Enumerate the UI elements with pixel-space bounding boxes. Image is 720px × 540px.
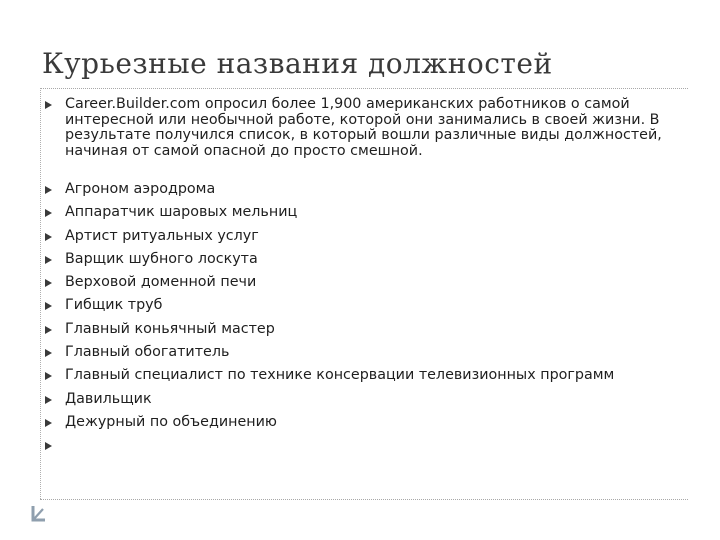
list-item-text: Главный специалист по технике консервации телевизионных программ (65, 367, 615, 384)
triangle-bullet-icon (45, 349, 52, 357)
list-item-text: Главный коньячный мастер (65, 320, 275, 337)
triangle-bullet-icon (45, 419, 52, 427)
list-item-text: Артист ритуальных услуг (65, 227, 259, 244)
intro-paragraph (45, 97, 681, 159)
list-item (45, 252, 681, 275)
footer-divider (40, 499, 688, 500)
triangle-bullet-icon (45, 186, 52, 194)
corner-arrow-icon (28, 503, 48, 523)
triangle-bullet-icon (45, 302, 52, 310)
triangle-bullet-icon (45, 279, 52, 287)
list-item-text: Давильщик (65, 390, 152, 407)
triangle-bullet-icon (45, 233, 52, 241)
list-item-text: Аппаратчик шаровых мельниц (65, 204, 298, 221)
intro-text: Career.Builder.com опросил более 1,900 американских работников о самой интересной или необычной работе, которой они занимались в своей жизни. В результате получился список, в который вошли различные виды должностей, начиная от самой опасной до просто смешной. (65, 96, 662, 159)
list-item-text: Главный обогатитель (65, 344, 230, 361)
triangle-bullet-icon (45, 372, 52, 380)
triangle-bullet-icon (45, 396, 52, 404)
list-item (45, 415, 681, 438)
list-item-text: Верховой доменной печи (65, 274, 257, 291)
list-item (45, 182, 681, 205)
triangle-bullet-icon (45, 326, 52, 334)
list-item-text: Варщик шубного лоскута (65, 250, 258, 267)
list-item (45, 345, 681, 368)
list-item-text: Дежурный по объединению (65, 413, 277, 430)
list-item-text: Гибщик труб (65, 297, 163, 314)
list-item-text: Агроном аэродрома (65, 181, 216, 197)
slide-body (45, 97, 681, 462)
left-divider (40, 88, 41, 499)
list-item-empty (45, 438, 681, 461)
list-item (45, 368, 681, 391)
list-item (45, 205, 681, 228)
slide-title: Курьезные названия должностей (42, 47, 553, 80)
list-item (45, 275, 681, 298)
list-item (45, 322, 681, 345)
list-item (45, 392, 681, 415)
triangle-bullet-icon (45, 442, 52, 450)
triangle-bullet-icon (45, 256, 52, 264)
list-item (45, 229, 681, 252)
triangle-bullet-icon (45, 209, 52, 217)
title-divider (40, 88, 688, 89)
list-item (45, 298, 681, 321)
triangle-bullet-icon (45, 101, 52, 109)
job-title-list (45, 182, 681, 462)
